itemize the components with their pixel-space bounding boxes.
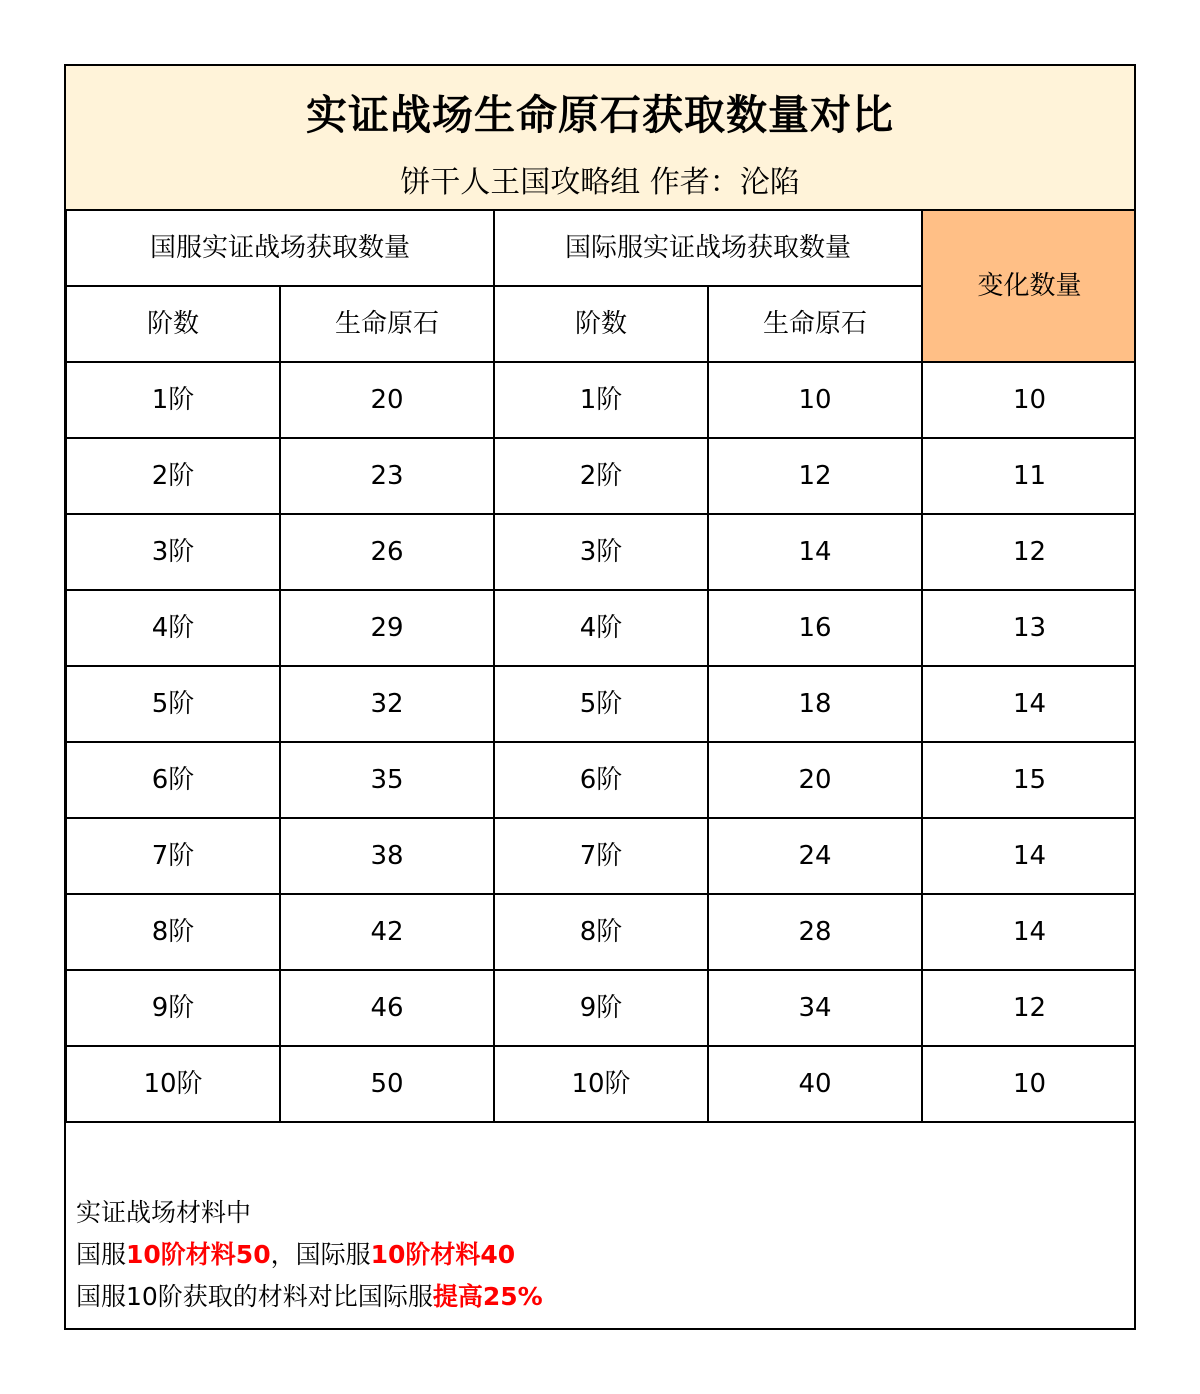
header-banner	[66, 66, 1134, 211]
group-header-row	[66, 210, 1136, 286]
table-row	[66, 1046, 1136, 1122]
cell-change: 11	[922, 438, 1136, 514]
table-row	[66, 742, 1136, 818]
group-header-cn: 国服实证战场获取数量	[66, 210, 494, 286]
cell-tier-cn: 3阶	[66, 514, 280, 590]
note-line-3	[76, 1276, 1116, 1318]
cell-stone-intl: 14	[708, 514, 922, 590]
cell-stone-cn: 50	[280, 1046, 494, 1122]
note-line-1: 实证战场材料中	[76, 1198, 252, 1227]
cell-stone-intl: 10	[708, 362, 922, 438]
table-row	[66, 818, 1136, 894]
note-text: ，国际服	[270, 1240, 371, 1269]
cell-stone-cn: 23	[280, 438, 494, 514]
cell-stone-cn: 32	[280, 666, 494, 742]
cell-stone-intl: 20	[708, 742, 922, 818]
cell-stone-intl: 28	[708, 894, 922, 970]
cell-stone-cn: 26	[280, 514, 494, 590]
note-line-2	[76, 1234, 1116, 1276]
cell-stone-cn: 20	[280, 362, 494, 438]
cell-tier-intl: 2阶	[494, 438, 708, 514]
table-row	[66, 362, 1136, 438]
cell-stone-intl: 34	[708, 970, 922, 1046]
col-header-stone-cn: 生命原石	[280, 286, 494, 362]
cell-tier-intl: 10阶	[494, 1046, 708, 1122]
comparison-table	[65, 209, 1136, 1123]
cell-tier-cn: 5阶	[66, 666, 280, 742]
cell-tier-intl: 7阶	[494, 818, 708, 894]
note-highlight: 10阶材料40	[370, 1240, 516, 1269]
cell-stone-cn: 29	[280, 590, 494, 666]
cell-tier-intl: 6阶	[494, 742, 708, 818]
group-header-intl: 国际服实证战场获取数量	[494, 210, 922, 286]
cell-tier-intl: 4阶	[494, 590, 708, 666]
cell-change: 14	[922, 666, 1136, 742]
cell-tier-cn: 7阶	[66, 818, 280, 894]
cell-stone-intl: 40	[708, 1046, 922, 1122]
col-header-tier-intl: 阶数	[494, 286, 708, 362]
cell-stone-cn: 42	[280, 894, 494, 970]
note-highlight: 提高25%	[432, 1282, 543, 1311]
page-title: 实证战场生命原石获取数量对比	[306, 91, 894, 139]
col-header-tier-cn: 阶数	[66, 286, 280, 362]
cell-change: 12	[922, 970, 1136, 1046]
cell-tier-intl: 1阶	[494, 362, 708, 438]
cell-tier-cn: 9阶	[66, 970, 280, 1046]
cell-stone-intl: 16	[708, 590, 922, 666]
notes-block	[76, 1192, 1116, 1318]
cell-change: 14	[922, 818, 1136, 894]
table-row	[66, 666, 1136, 742]
cell-stone-intl: 18	[708, 666, 922, 742]
cell-tier-intl: 3阶	[494, 514, 708, 590]
cell-tier-cn: 8阶	[66, 894, 280, 970]
note-highlight: 10阶材料50	[126, 1240, 271, 1269]
cell-change: 13	[922, 590, 1136, 666]
cell-change: 15	[922, 742, 1136, 818]
cell-change: 10	[922, 362, 1136, 438]
cell-change: 10	[922, 1046, 1136, 1122]
table-row	[66, 438, 1136, 514]
cell-tier-intl: 9阶	[494, 970, 708, 1046]
comparison-sheet	[64, 64, 1136, 1330]
table-row	[66, 590, 1136, 666]
cell-tier-cn: 10阶	[66, 1046, 280, 1122]
cell-tier-cn: 2阶	[66, 438, 280, 514]
cell-tier-intl: 8阶	[494, 894, 708, 970]
cell-stone-cn: 46	[280, 970, 494, 1046]
page-subtitle: 饼干人王国攻略组 作者：沦陷	[400, 165, 800, 200]
cell-change: 12	[922, 514, 1136, 590]
cell-stone-cn: 38	[280, 818, 494, 894]
cell-stone-intl: 12	[708, 438, 922, 514]
cell-stone-intl: 24	[708, 818, 922, 894]
col-header-stone-intl: 生命原石	[708, 286, 922, 362]
table-body	[66, 210, 1136, 1122]
cell-stone-cn: 35	[280, 742, 494, 818]
table-row	[66, 514, 1136, 590]
note-text: 国服	[76, 1240, 127, 1269]
table-row	[66, 894, 1136, 970]
cell-tier-cn: 6阶	[66, 742, 280, 818]
note-text: 国服10阶获取的材料对比国际服	[76, 1282, 433, 1311]
cell-tier-intl: 5阶	[494, 666, 708, 742]
cell-change: 14	[922, 894, 1136, 970]
cell-tier-cn: 1阶	[66, 362, 280, 438]
change-header: 变化数量	[922, 210, 1136, 362]
table-row	[66, 970, 1136, 1046]
cell-tier-cn: 4阶	[66, 590, 280, 666]
